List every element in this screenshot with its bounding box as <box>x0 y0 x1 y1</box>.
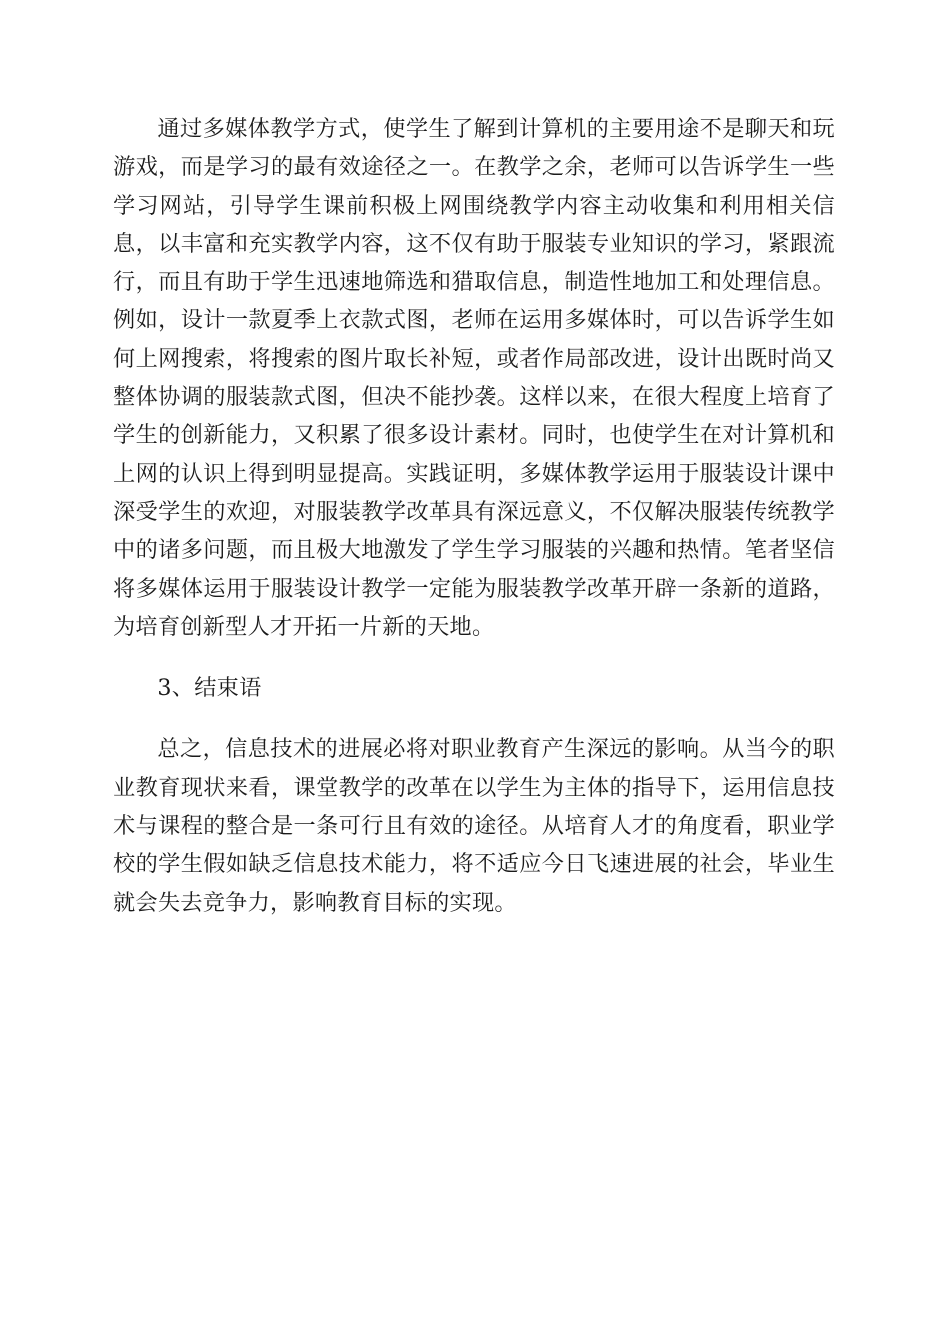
section-heading-conclusion: 3、结束语 <box>157 675 262 702</box>
body-paragraph-multimedia: 通过多媒体教学方式，使学生了解到计算机的主要用途不是聊天和玩游戏，而是学习的最有效途径之一。在教学之余，老师可以告诉学生一些学习网站，引导学生课前积极上网围绕教学内容主动收集和利用相关信息，以丰富和充实教学内容，这不仅有助于服装专业知识的学习，紧跟流行，而且有助于学生迅速地筛选和猎取信息，制造性地加工和处理信息。例如，设计一款夏季上衣款式图，老师在运用多媒体时，可以告诉学生如何上网搜索，将搜索的图片取长补短，或者作局部改进，设计出既时尚又整体协调的服装款式图，但决不能抄袭。这样以来，在很大程度上培育了学生的创新能力，又积累了很多设计素材。同时，也使学生在对计算机和上网的认识上得到明显提高。实践证明，多媒体教学运用于服装设计课中深受学生的欢迎，对服装教学改革具有深远意义，不仅解决服装传统教学中的诸多问题，而且极大地激发了学生学习服装的兴趣和热情。笔者坚信将多媒体运用于服装设计教学一定能为服装教学改革开辟一条新的道路，为培育创新型人才开拓一片新的天地。 <box>113 116 835 640</box>
body-paragraph-conclusion: 总之，信息技术的进展必将对职业教育产生深远的影响。从当今的职业教育现状来看，课堂教学的改革在以学生为主体的指导下，运用信息技术与课程的整合是一条可行且有效的途径。从培育人才的角度看，职业学校的学生假如缺乏信息技术能力，将不适应今日飞速进展的社会，毕业生就会失去竞争力，影响教育目标的实现。 <box>113 736 835 916</box>
document-body <box>113 110 835 922</box>
